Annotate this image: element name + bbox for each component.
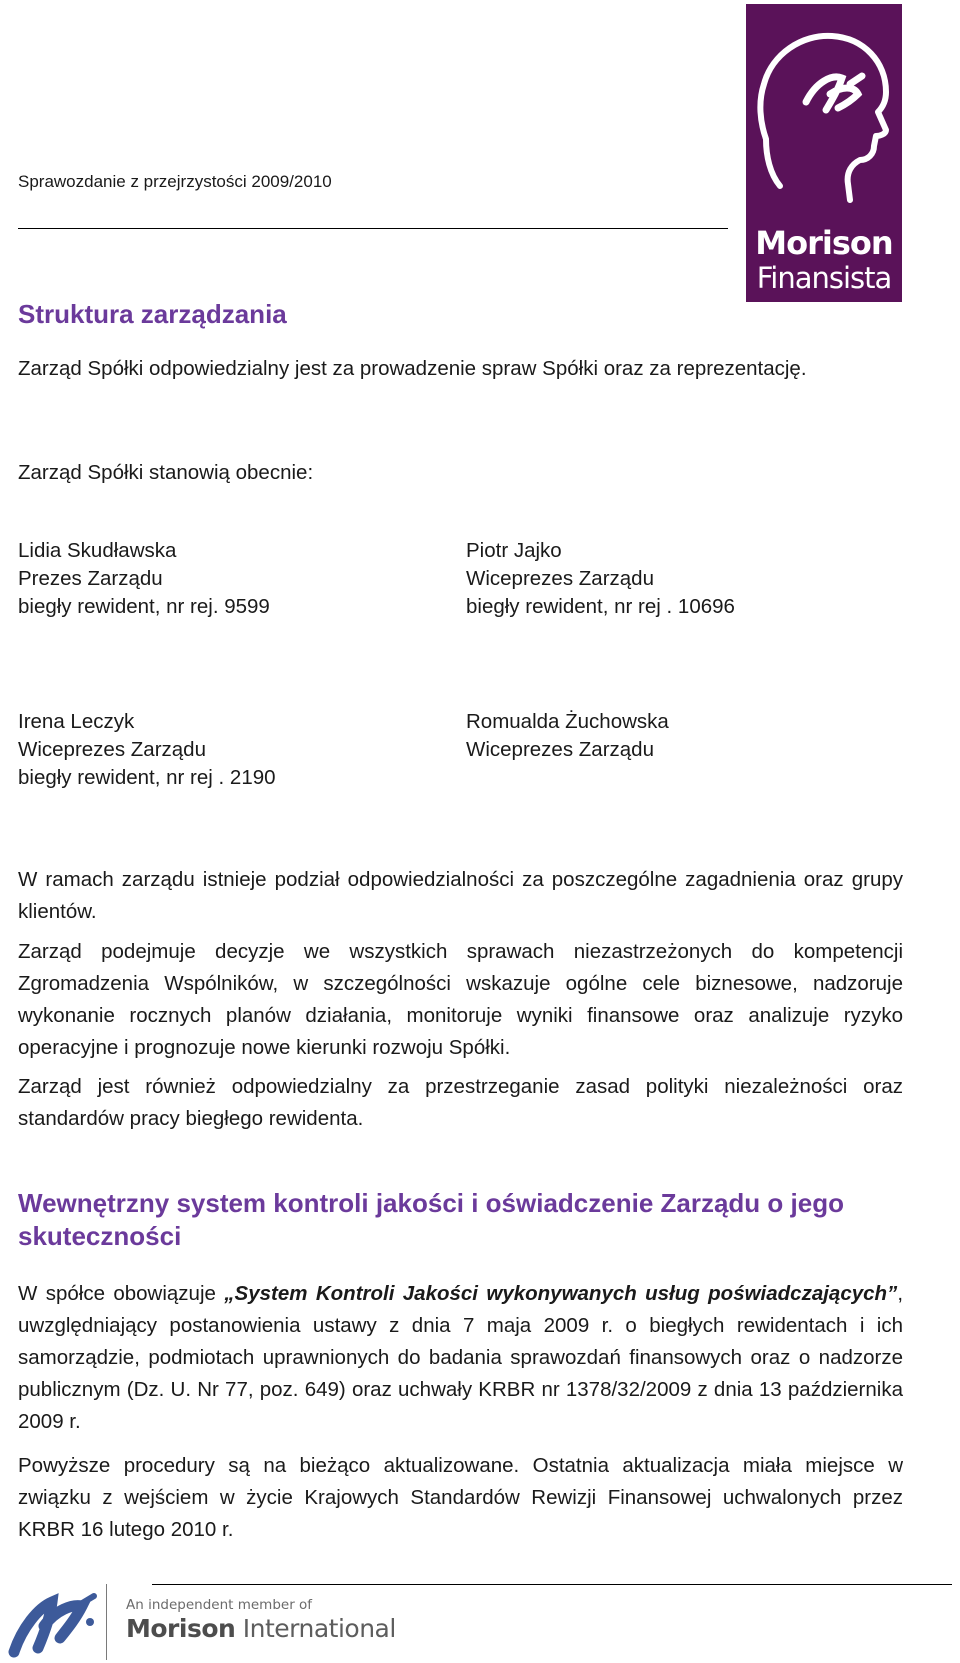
paragraph-responsibility-split: W ramach zarządu istnieje podział odpowiedzialności za poszczególne zagadnienia oraz grupy klientów.	[18, 868, 903, 923]
head-profile-logo-icon	[746, 4, 902, 229]
paragraph-board-decisions: Zarząd podejmuje decyzje we wszystkich sprawach niezastrzeżonych do kompetencji Zgromadzenia Wspólników, w szczególności wskazuje ogólne cele biznesowe, nadzoruje wykonanie rocznych planów działania, monitoruje wyniki finansowe oraz analizuje ryzyko operacyjne i prognozuje nowe kierunki rozwoju Spółki.	[18, 940, 903, 1059]
paragraph-procedures-update: Powyższe procedury są na bieżąco aktualizowane. Ostatnia aktualizacja miała miejsce w związku z wejściem w życie Krajowych Standardów Rewizji Finansowej uchwalonych przez KRBR 16 lutego 2010 r.	[18, 1454, 903, 1541]
board-member-2	[466, 537, 735, 621]
board-member-name: Lidia Skudławska	[18, 539, 177, 562]
paragraph-independence: Zarząd jest również odpowiedzialny za przestrzeganie zasad polityki niezależności oraz standardów pracy biegłego rewidenta.	[18, 1075, 903, 1130]
board-intro: Zarząd Spółki stanowią obecnie:	[18, 461, 314, 484]
board-member-role: Wiceprezes Zarządu	[466, 567, 654, 590]
section-heading-management-structure: Struktura zarządzania	[18, 299, 287, 329]
footer-morison-international	[126, 1614, 396, 1643]
board-member-name: Romualda Żuchowska	[466, 710, 669, 733]
header-rule	[18, 228, 728, 229]
board-member-3	[18, 708, 276, 792]
paragraph-quality-system	[18, 1278, 903, 1438]
quality-system-prefix: W spółce obowiązuje	[18, 1282, 225, 1305]
quality-system-suffix: , uwzględniający postanowienia ustawy z dnia 7 maja 2009 r. o biegłych rewidentach i ich samorządzie, podmiotach uprawnionych do badania sprawozdań finansowych oraz o nadzorze publicznym (Dz. U. Nr 77, poz. 649) oraz uchwały KRBR nr 1378/32/2009 z dnia 13 października 2009 r.	[18, 1282, 904, 1433]
logo-word-morison: Morison	[755, 224, 893, 262]
board-member-license: biegły rewident, nr rej . 10696	[466, 595, 735, 618]
board-member-name: Piotr Jajko	[466, 539, 562, 562]
board-member-4	[466, 708, 669, 764]
footer-brand-bold: Morison	[126, 1614, 236, 1643]
board-member-role: Wiceprezes Zarządu	[466, 738, 654, 761]
report-title: Sprawozdanie z przejrzystości 2009/2010	[18, 172, 332, 191]
board-member-license: biegły rewident, nr rej. 9599	[18, 595, 270, 618]
board-member-name: Irena Leczyk	[18, 710, 135, 733]
footer-brand-rest: International	[235, 1614, 396, 1643]
board-member-license: biegły rewident, nr rej . 2190	[18, 766, 276, 789]
quality-system-name: „System Kontroli Jakości wykonywanych usług poświadczających”	[224, 1282, 898, 1305]
board-member-role: Wiceprezes Zarządu	[18, 738, 206, 761]
morison-finansista-logo	[746, 4, 902, 302]
logo-word-finansista: Finansista	[756, 261, 892, 295]
board-member-1	[18, 537, 270, 621]
paragraph-board-responsibility: Zarząd Spółki odpowiedzialny jest za prowadzenie spraw Spółki oraz za reprezentację.	[18, 357, 807, 380]
morison-m-icon	[8, 1588, 100, 1660]
board-member-role: Prezes Zarządu	[18, 567, 163, 590]
footer-rule	[152, 1584, 952, 1585]
footer-independent-member: An independent member of	[126, 1597, 313, 1613]
section-heading-quality-control: Wewnętrzny system kontroli jakości i oświadczenie Zarządu o jego skuteczności	[18, 1188, 844, 1251]
footer-divider	[106, 1584, 107, 1660]
